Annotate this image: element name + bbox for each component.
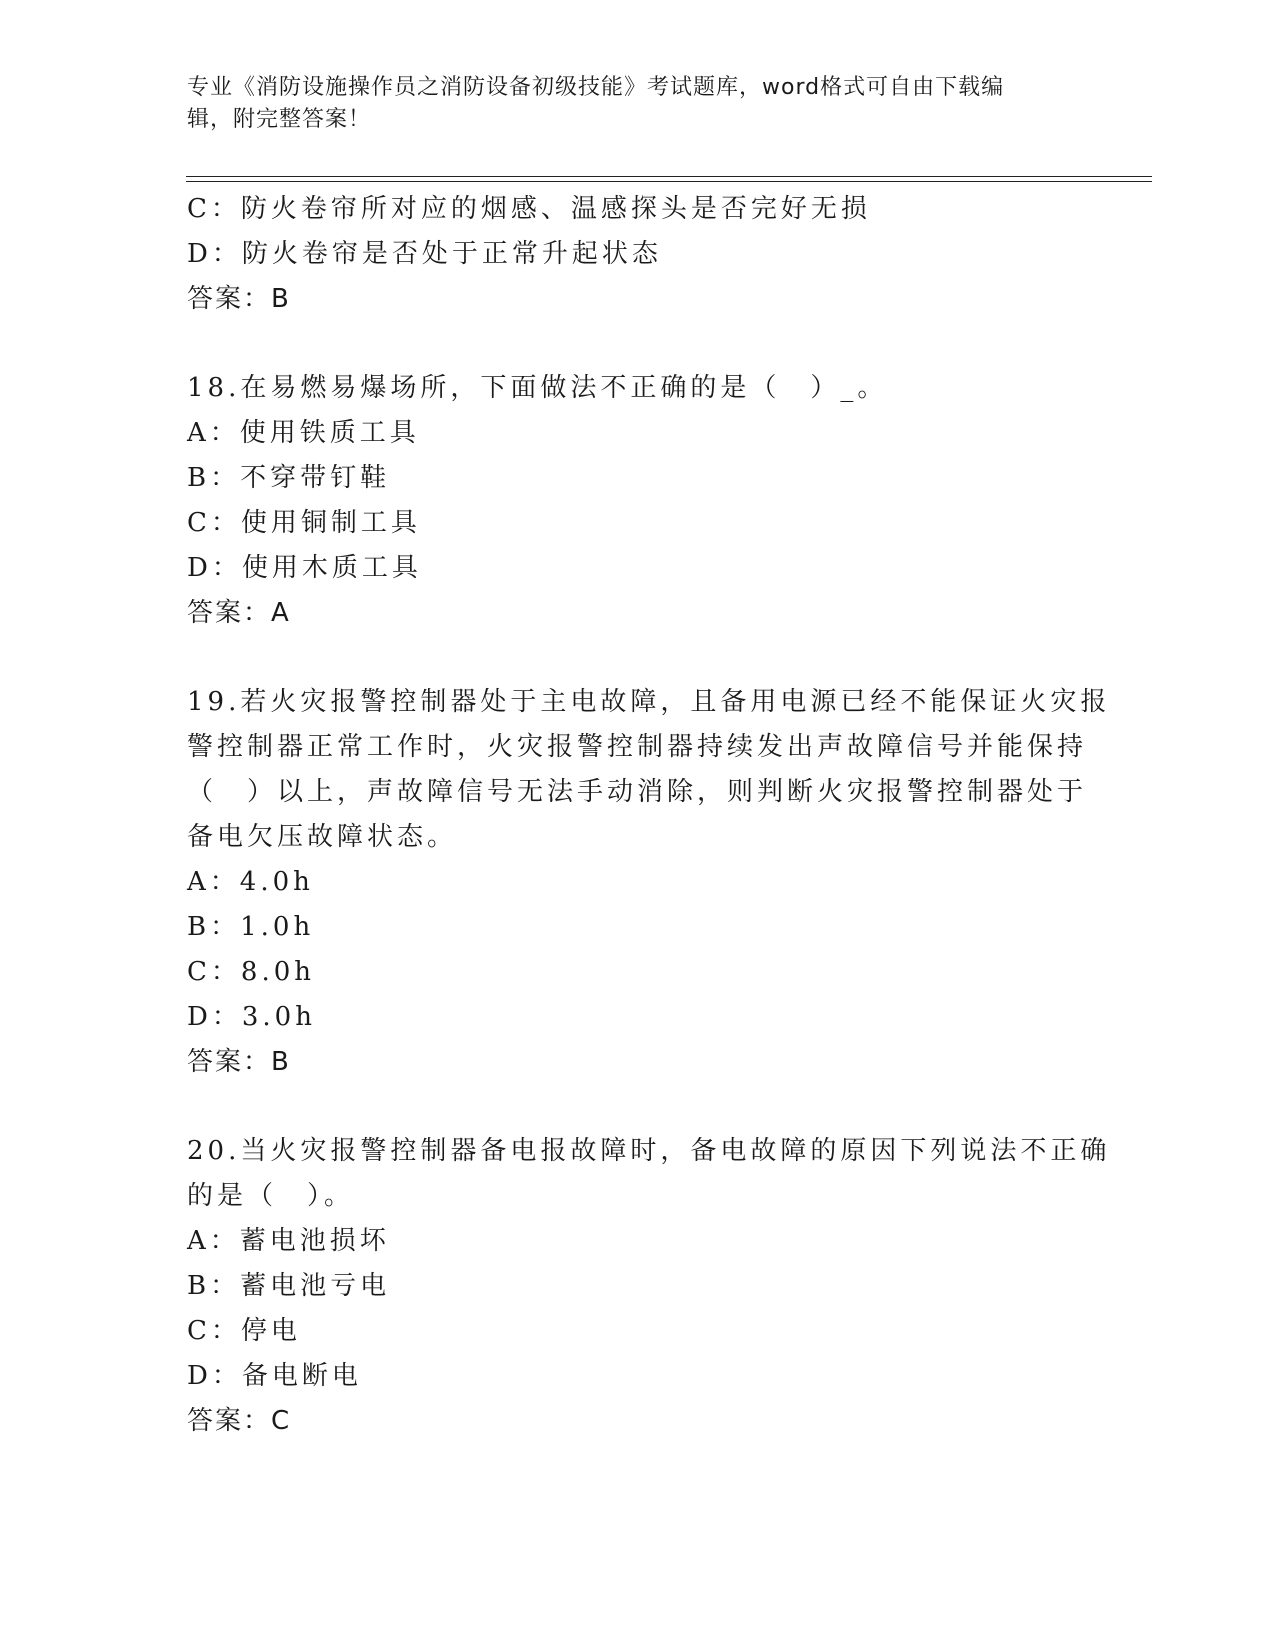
option-label: C： <box>187 194 241 224</box>
option-a <box>187 860 1087 905</box>
option-label: D： <box>187 239 242 269</box>
question-stem-line: 警控制器正常工作时，火灾报警控制器持续发出声故障信号并能保持 <box>187 732 1088 762</box>
header-divider-bottom <box>186 181 1152 182</box>
option-b <box>187 456 1087 501</box>
option-b <box>187 905 1087 950</box>
option-c <box>187 501 1087 546</box>
option-label: C： <box>187 1316 241 1346</box>
question-19 <box>187 680 1111 1085</box>
option-text: 蓄电池损坏 <box>239 1226 390 1256</box>
option-label: A： <box>187 1226 240 1256</box>
option-a <box>187 411 1087 456</box>
spacer <box>187 636 1087 680</box>
answer-line: 答案：B <box>187 284 291 314</box>
option-text: 4.0h <box>239 867 314 897</box>
option-label: A： <box>187 418 240 448</box>
option-text: 1.0h <box>240 912 315 942</box>
question-18 <box>187 366 1087 636</box>
option-label: D： <box>187 553 242 583</box>
option-a <box>187 1219 1087 1264</box>
option-text: 8.0h <box>240 957 315 987</box>
option-d <box>187 995 1087 1040</box>
spacer <box>187 1085 1087 1129</box>
option-d <box>187 1354 1087 1399</box>
carry-over-block <box>187 187 1087 322</box>
question-stem-line: 备电欠压故障状态。 <box>187 822 458 852</box>
answer-line: 答案：A <box>187 598 291 628</box>
option-c <box>187 187 1087 232</box>
option-label: B： <box>187 463 241 493</box>
option-d <box>187 232 1087 277</box>
header-line-2: 辑，附完整答案！ <box>187 107 372 132</box>
question-stem: 18.在易燃易爆场所，下面做法不正确的是（ ）_。 <box>187 373 888 403</box>
option-b <box>187 1264 1087 1309</box>
option-text: 3.0h <box>241 1002 316 1032</box>
question-stem-line: （ ）以上，声故障信号无法手动消除，则判断火灾报警控制器处于 <box>187 777 1088 807</box>
answer-line: 答案：C <box>187 1406 292 1436</box>
question-content <box>187 187 1111 1444</box>
option-text: 防火卷帘所对应的烟感、温感探头是否完好无损 <box>240 194 871 224</box>
option-text: 不穿带钉鞋 <box>240 463 391 493</box>
option-label: C： <box>187 508 241 538</box>
question-stem-line: 的是（ ）。 <box>187 1181 355 1211</box>
spacer <box>187 322 1087 366</box>
option-text: 停电 <box>240 1316 301 1346</box>
question-stem-line: 19.若火灾报警控制器处于主电故障，且备用电源已经不能保证火灾报 <box>187 687 1111 717</box>
question-20 <box>187 1129 1111 1444</box>
document-header <box>187 72 1067 136</box>
option-c <box>187 1309 1087 1354</box>
option-text: 使用铜制工具 <box>240 508 421 538</box>
option-label: B： <box>187 1271 241 1301</box>
option-text: 备电断电 <box>241 1361 362 1391</box>
option-text: 使用铁质工具 <box>239 418 420 448</box>
option-c <box>187 950 1087 995</box>
header-divider-top <box>186 176 1152 177</box>
header-line-1: 专业《消防设施操作员之消防设备初级技能》考试题库，word格式可自由下载编 <box>187 75 1005 100</box>
answer-line: 答案：B <box>187 1047 291 1077</box>
option-text: 蓄电池亏电 <box>240 1271 391 1301</box>
option-label: D： <box>187 1361 242 1391</box>
option-d <box>187 546 1087 591</box>
question-stem-line: 20.当火灾报警控制器备电报故障时，备电故障的原因下列说法不正确 <box>187 1136 1111 1166</box>
option-label: C： <box>187 957 241 987</box>
option-label: A： <box>187 867 240 897</box>
option-text: 防火卷帘是否处于正常升起状态 <box>241 239 662 269</box>
option-text: 使用木质工具 <box>241 553 422 583</box>
option-label: D： <box>187 1002 242 1032</box>
option-label: B： <box>187 912 241 942</box>
